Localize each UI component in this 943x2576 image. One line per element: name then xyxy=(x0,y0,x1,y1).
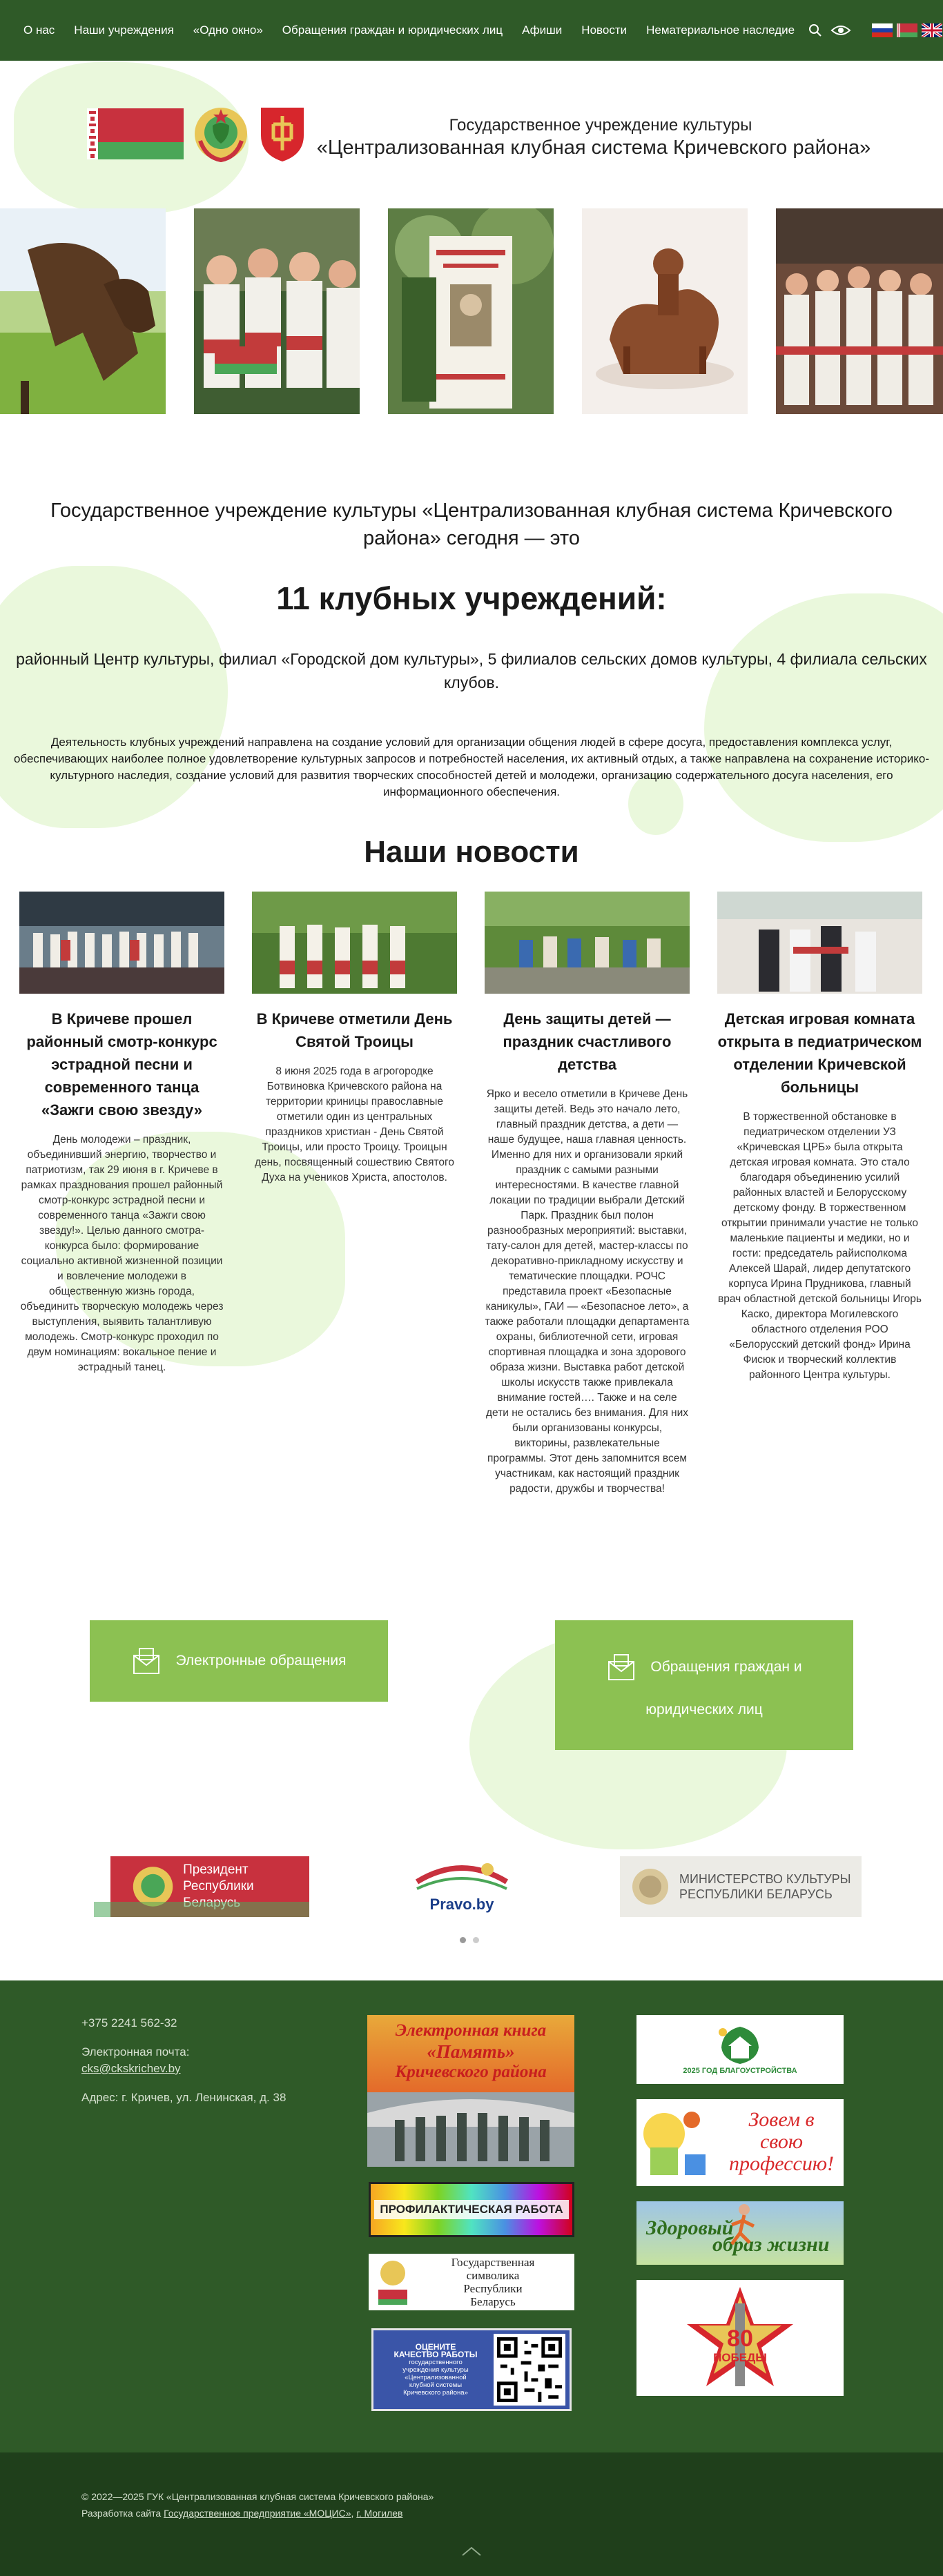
nav-tools xyxy=(808,23,851,37)
belarus-flag-icon[interactable] xyxy=(87,108,184,159)
developer-link[interactable]: Государственное предприятие «МОЦИС» xyxy=(164,2508,351,2519)
state-symbols-line-2: символика xyxy=(466,2269,520,2282)
nav-item-heritage[interactable]: Нематериальное наследие xyxy=(646,23,795,37)
citizens-appeals-button[interactable] xyxy=(555,1620,853,1750)
quality-rating-text xyxy=(378,2343,494,2397)
state-symbols-icon xyxy=(374,2258,411,2306)
quality-line-5: «Централизованной xyxy=(405,2373,467,2381)
memory-book-banner[interactable] xyxy=(367,2015,574,2167)
footer-contacts xyxy=(81,2015,344,2118)
partners-carousel xyxy=(0,1856,943,1925)
pravo-banner[interactable] xyxy=(406,1856,518,1918)
news-image[interactable] xyxy=(252,892,457,994)
developer-label: Разработка сайта xyxy=(81,2508,162,2519)
victory-word: ПОБЕДЫ xyxy=(713,2351,767,2364)
nav-item-appeals[interactable]: Обращения граждан и юридических лиц xyxy=(282,23,503,37)
carousel-dots xyxy=(460,1937,479,1943)
profession-line-3: профессию! xyxy=(729,2152,834,2175)
improvement-label: ГОД БЛАГОУСТРОЙСТВА xyxy=(701,2067,797,2075)
developer-credit: Разработка сайта Государственное предприятие «МОЦИС», г. Могилев xyxy=(81,2508,403,2519)
mail-icon xyxy=(606,1652,636,1682)
memory-book-line-3: Кричевского района xyxy=(395,2063,547,2081)
org-subtitle: Государственное учреждение культуры xyxy=(449,116,752,135)
copyright: © 2022—2025 ГУК «Централизованная клубная система Кричевского района» xyxy=(81,2491,434,2502)
news-headline[interactable]: В Кричеве отметили День Святой Троицы xyxy=(256,1010,453,1050)
ministry-text xyxy=(679,1871,851,1902)
photo-horse[interactable] xyxy=(0,208,166,414)
profession-line-2: свою xyxy=(759,2130,804,2153)
footer-email-label: Электронная почта: xyxy=(81,2045,190,2058)
about-description: Деятельность клубных учреждений направлена на создание условий для организации общения людей в сфере досуга, предоставления комплекса услуг, обеспечивающих наиболее полное удовлетворение культурных запросов и потребностей населения, их активный отдых, а также направлена на сохранение историко-культурного наследия, создание условий для развития творческих способностей детей и молодежи, организацию содержательного досуга населения, его информационного обеспечения. xyxy=(13,736,930,798)
healthy-lifestyle-line-1: Здоровый xyxy=(646,2216,734,2239)
victory-banner[interactable] xyxy=(636,2280,844,2396)
news-image[interactable] xyxy=(19,892,224,994)
prophylactic-banner[interactable] xyxy=(369,2182,574,2237)
quality-line-4: учреждения культуры xyxy=(402,2366,469,2374)
runner-icon xyxy=(719,2201,768,2257)
photo-choir[interactable] xyxy=(776,208,943,414)
ministry-emblem-icon xyxy=(630,1866,671,1907)
news-card[interactable] xyxy=(252,892,457,1497)
state-symbols-line-4: Беларусь xyxy=(470,2295,516,2308)
prophylactic-label: ПРОФИЛАКТИЧЕСКАЯ РАБОТА xyxy=(374,2200,568,2219)
pravo-logo-icon xyxy=(410,1861,514,1896)
carousel-dot[interactable] xyxy=(460,1937,466,1943)
news-headline[interactable]: В Кричеве прошел районный смотр-конкурс эстрадной песни и современного танца «Зажги свою звезду» xyxy=(26,1010,217,1119)
state-symbols-line-3: Республики xyxy=(463,2282,523,2295)
electronic-appeals-button[interactable] xyxy=(90,1620,388,1702)
ministry-line-1: МИНИСТЕРСТВО КУЛЬТУРЫ xyxy=(679,1872,851,1886)
president-line-1: Президент xyxy=(183,1862,249,1877)
nav-item-about[interactable]: О нас xyxy=(23,23,55,37)
news-grid xyxy=(19,892,924,1497)
footer-address: Адрес: г. Кричев, ул. Ленинская, д. 38 xyxy=(81,2091,286,2104)
news-title: Наши новости xyxy=(364,835,579,869)
quality-line-2: КАЧЕСТВО РАБОТЫ xyxy=(393,2349,478,2359)
photo-clay-figure[interactable] xyxy=(582,208,748,414)
flag-ru-icon[interactable] xyxy=(872,23,893,37)
footer-email-block xyxy=(81,2044,344,2077)
photo-carousel[interactable] xyxy=(0,208,943,414)
victory-years: 80 xyxy=(727,2326,753,2352)
news-headline[interactable]: День защиты детей — праздник счастливого детства xyxy=(503,1010,672,1073)
citizens-appeals-label-1: Обращения граждан и xyxy=(650,1659,802,1675)
profession-banner[interactable] xyxy=(636,2099,844,2186)
about-headline: 11 клубных учреждений: xyxy=(276,580,667,616)
nav-menu xyxy=(23,23,795,37)
krichev-coat-of-arms-icon[interactable] xyxy=(258,105,307,163)
memory-book-line-1: Электронная книга xyxy=(395,2021,547,2040)
news-text: 8 июня 2025 года в агрогородке Ботвиновка Кричевского района на территории криницы православные отметили один из центральных праздников христиан - День Святой Троицы, или просто Троицу. Троицын день, посвященный сошествию Святого Духа на учеников Христа, апостолов. xyxy=(255,1065,454,1183)
eye-icon[interactable] xyxy=(830,23,851,37)
quality-line-7: Кричевского района» xyxy=(403,2388,468,2397)
language-switcher xyxy=(872,23,942,37)
memory-book-title xyxy=(367,2015,574,2092)
flag-green-strip xyxy=(94,1902,309,1917)
site-header xyxy=(0,61,943,206)
news-card[interactable] xyxy=(485,892,690,1497)
news-card[interactable] xyxy=(717,892,922,1497)
year-of-improvement-banner[interactable] xyxy=(636,2015,844,2084)
top-navbar xyxy=(0,0,943,61)
org-title: «Централизованная клубная система Кричевского района» xyxy=(316,137,871,159)
flag-en-icon[interactable] xyxy=(922,23,942,37)
quality-line-3: государственного xyxy=(409,2358,463,2366)
news-image[interactable] xyxy=(717,892,922,994)
improvement-logo-icon xyxy=(709,2024,771,2067)
carousel-dot[interactable] xyxy=(473,1937,479,1943)
belarus-coat-of-arms-icon[interactable] xyxy=(192,105,250,163)
electronic-appeals-label: Электронные обращения xyxy=(175,1653,347,1669)
healthy-lifestyle-banner[interactable] xyxy=(636,2201,844,2265)
state-symbols-line-1: Государственная xyxy=(451,2256,535,2269)
state-symbols-text xyxy=(411,2256,574,2308)
about-intro: Государственное учреждение культуры «Централизованная клубная система Кричевского района» сегодня — это xyxy=(50,500,893,549)
nav-item-institutions[interactable]: Наши учреждения xyxy=(74,23,174,37)
footer-phone[interactable]: +375 2241 562-32 xyxy=(81,2016,177,2029)
nav-item-one-window[interactable]: «Одно окно» xyxy=(193,23,263,37)
mail-icon xyxy=(131,1646,162,1676)
about-section xyxy=(0,497,943,800)
nav-item-news[interactable]: Новости xyxy=(581,23,628,37)
news-card[interactable] xyxy=(19,892,224,1497)
news-text: Ярко и весело отметили в Кричеве День защиты детей. Ведь это начало лето, главный праздник детства, а дети — наше будущее, наша главная ценность. Именно для них и организовали яркий праздник с самыми разными интересностями. В качестве главной локации по традиции выбрали Детский Парк. Праздник был полон разнообразных мероприятий: выставки, тату-салон для детей, мастер-классы по декоративно-прикладному искусству и тематические площадки. РОЧС представила проект «Безопасные каникулы», ГАИ — «Безопасное лето», а также работали площадки департамента охраны, библиотечной сети, игровая спортивная площадка и зона здорового образа жизни. Выставка работ детской школы искусств также привлекала внимание гостей…. Также и на селе дети не остались без внимания. Для них были организованы конкурсы, викторины, развлекательные программы. Этот день запомнится всем участникам, как настоящий праздник радости, дружбы и творчества! xyxy=(485,1088,690,1495)
improvement-year: 2025 xyxy=(683,2067,700,2075)
healthy-lifestyle-line-2: образ жизни xyxy=(712,2233,830,2256)
about-institutions-list: районный Центр культуры, филиал «Городской дом культуры», 5 филиалов сельских домов культуры, 4 филиала сельских клубов. xyxy=(16,650,927,691)
footer-email-link[interactable]: cks@ckskrichev.by xyxy=(81,2062,181,2075)
site-footer xyxy=(0,1980,943,2452)
news-headline[interactable]: Детская игровая комната открыта в педиатрическом отделении Кричевской больницы xyxy=(717,1010,922,1096)
quality-line-1: ОЦЕНИТЕ xyxy=(415,2341,456,2352)
chevron-up-icon[interactable] xyxy=(461,2546,482,2557)
news-text: День молодежи – праздник, объединивший энергию, творчество и патриотизм, так 29 июня в г. Кричеве в рамках празднования прошел районный смотр-конкурс эстрадной песни и современного танца «Зажги свою звезду!». Целью данного смотра-конкурса было: формирование социально активной жизненной позиции и вовлечение молодежи в общественную жизнь города, объединить творческую молодежь через выступления, выявить талантливую молодежь. Смотр-конкурс проходил по двум номинациям: вокальное пение и эстрадный танец. xyxy=(20,1134,224,1373)
improvement-text xyxy=(683,2067,797,2075)
president-banner[interactable] xyxy=(94,1856,309,1917)
photo-towel[interactable] xyxy=(388,208,554,414)
citizens-appeals-row xyxy=(606,1652,801,1682)
quality-rating-banner[interactable] xyxy=(371,2328,572,2411)
news-image[interactable] xyxy=(485,892,690,994)
search-icon[interactable] xyxy=(808,23,822,37)
profession-text xyxy=(726,2109,837,2175)
emblems xyxy=(87,105,307,163)
news-text: В торжественной обстановке в педиатрическом отделении УЗ «Кричевская ЦРБ» была открыта детская игровая комната. Это стало благодаря объединению усилий районных властей и Белорусскому детскому фонду. В торжественном открытии принимали участие не только маленькие пациенты и медики, но и гости: председатель райисполкома Алексей Шарай, лидер депутатского корпуса Ирина Прудникова, главный врач областной детской больницы Игорь Каско, директора Могилевского областного отделения РОО «Белорусский детский фонд» Ирина Фисюк и творческий коллектив районного Центра культуры. xyxy=(718,1111,922,1381)
qr-code-icon[interactable] xyxy=(494,2334,565,2406)
ministry-line-2: РЕСПУБЛИКИ БЕЛАРУСЬ xyxy=(679,1887,833,1901)
bottom-bar xyxy=(0,2452,943,2576)
memory-book-line-2: «Память» xyxy=(427,2041,515,2062)
profession-icons xyxy=(636,2099,712,2186)
pravo-label: Pravo.by xyxy=(429,1896,494,1913)
citizens-appeals-label-2: юридических лиц xyxy=(645,1702,763,1718)
president-line-2: Республики xyxy=(183,1879,254,1894)
memorial-image xyxy=(367,2092,574,2167)
profession-line-1: Зовем в xyxy=(748,2108,815,2131)
developer-city-link[interactable]: г. Могилев xyxy=(356,2508,403,2519)
victory-star-icon xyxy=(681,2283,799,2393)
ministry-banner[interactable] xyxy=(620,1856,862,1917)
photo-folk-women[interactable] xyxy=(194,208,360,414)
state-symbols-banner[interactable] xyxy=(369,2254,574,2310)
flag-by-icon[interactable] xyxy=(897,23,917,37)
quality-line-6: клубной системы xyxy=(409,2381,463,2389)
nav-item-posters[interactable]: Афиши xyxy=(522,23,563,37)
